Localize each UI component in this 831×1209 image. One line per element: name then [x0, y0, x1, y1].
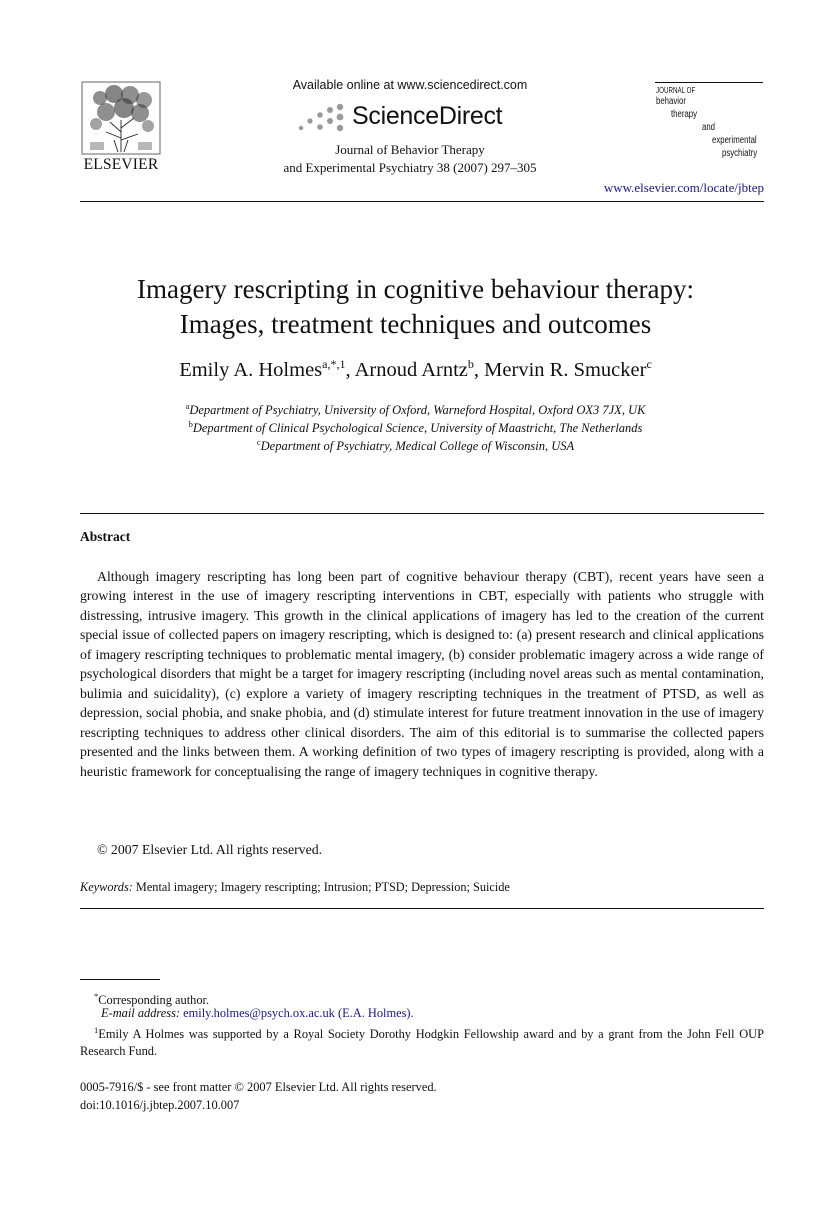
email-label: E-mail address:: [101, 1006, 181, 1020]
affiliation: [40, 437, 791, 454]
keywords-list: Mental imagery; Imagery rescripting; Intrusion; PTSD; Depression; Suicide: [135, 880, 510, 894]
abstract-bottom-rule: [80, 908, 764, 909]
abstract-heading: Abstract: [80, 529, 131, 544]
footnote-mark: *: [94, 991, 99, 1001]
affiliation-mark: a: [185, 401, 190, 411]
author-list: [40, 357, 791, 382]
affiliation-mark: c: [256, 437, 261, 447]
author-marks: a,*,1: [322, 357, 346, 371]
author-name[interactable]: Mervin R. Smucker: [484, 358, 647, 381]
affiliation-mark: b: [188, 419, 193, 429]
footnote-rule: [80, 979, 160, 980]
keywords-label: Keywords:: [80, 880, 133, 894]
abstract-top-rule: [80, 513, 764, 514]
issn-line: 0005-7916/$ - see front matter © 2007 Elsevier Ltd. All rights reserved.: [80, 1080, 437, 1094]
header-divider: [80, 201, 764, 202]
sciencedirect-brand: ScienceDirect: [352, 102, 503, 130]
footnote-funding: [80, 1022, 764, 1060]
publisher-name: ELSEVIER: [83, 156, 159, 173]
affiliation-text: Department of Psychiatry, Medical College of Wisconsin, USA: [260, 439, 575, 454]
affiliation: [40, 401, 791, 418]
abstract-copyright: © 2007 Elsevier Ltd. All rights reserved.: [97, 842, 323, 857]
sciencedirect-dots-icon: [296, 103, 346, 133]
doi-link[interactable]: doi:10.1016/j.jbtep.2007.10.007: [80, 1098, 240, 1112]
journal-logo-line: behavior: [656, 96, 686, 107]
article-title-line1: Imagery rescripting in cognitive behaviour therapy:: [136, 274, 695, 304]
keywords: [80, 880, 764, 895]
journal-logo-rule: [655, 82, 763, 83]
journal-name-line2: and Experimental Psychiatry 38 (2007) 297–305: [283, 160, 537, 175]
footnote-mark: 1: [94, 1025, 99, 1035]
journal-logo-line: psychiatry: [722, 148, 758, 159]
article-title-line2: Images, treatment techniques and outcomes: [179, 309, 652, 339]
author-name[interactable]: Arnoud Arntz: [354, 358, 468, 381]
author-separator: ,: [345, 358, 355, 381]
journal-logo-line: experimental: [712, 135, 757, 146]
journal-logo-line: therapy: [671, 109, 698, 120]
author-marks: c: [646, 357, 652, 371]
footnote-text: Corresponding author.: [98, 993, 210, 1008]
footnote-email: [101, 1005, 414, 1022]
journal-url-link[interactable]: www.elsevier.com/locate/jbtep: [603, 180, 764, 195]
affiliation-text: Department of Psychiatry, University of Oxford, Warneford Hospital, Oxford OX3 7JX, UK: [189, 403, 646, 418]
journal-name-line1: Journal of Behavior Therapy: [335, 142, 485, 157]
journal-logo-line: JOURNAL OF: [656, 86, 696, 95]
abstract-body: Although imagery rescripting has long been part of cognitive behaviour therapy (CBT), recent years have seen a growing interest in the use of imagery rescripting interventions in CBT, especially with patients who struggle with distressing, intrusive imagery. This growth in the clinical applications of imagery has led to the creation of the current special issue of collected papers on imagery rescripting, which is designed to: (a) present research and clinical applications of imagery rescripting techniques to problematic mental imagery, (b) consider problematic imagery across a wide range of psychological disorders that might be a target for imagery rescripting (including novel areas such as mental contamination, bulimia and suicidality), (c) explore a variety of imagery rescripting techniques in the treatment of PTSD, as well as depression, social phobia, and snake phobia, and (d) stimulate interest for future treatment innovation in the use of imagery rescripting techniques to address other clinical disorders. The aim of this editorial is to summarise the collected papers presented and the links between them. A working definition of two types of imagery rescripting is provided, along with a heuristic framework for conceptualising the range of imagery techniques in cognitive therapy.: [80, 569, 764, 779]
affiliation: [40, 419, 791, 436]
journal-logo-line: and: [702, 122, 716, 133]
email-link[interactable]: emily.holmes@psych.ox.ac.uk (E.A. Holmes).: [183, 1006, 414, 1020]
author-marks: b: [467, 357, 474, 371]
author-separator: ,: [473, 358, 485, 381]
available-online-text: Available online at www.sciencedirect.com: [292, 78, 528, 92]
author-name[interactable]: Emily A. Holmes: [179, 358, 323, 381]
footnote-text: Emily A Holmes was supported by a Royal Society Dorothy Hodgkin Fellowship award and by a grant from the John Fell OUP Research Fund.: [80, 1027, 764, 1059]
affiliation-text: Department of Clinical Psychological Science, University of Maastricht, The Netherlands: [192, 421, 643, 436]
